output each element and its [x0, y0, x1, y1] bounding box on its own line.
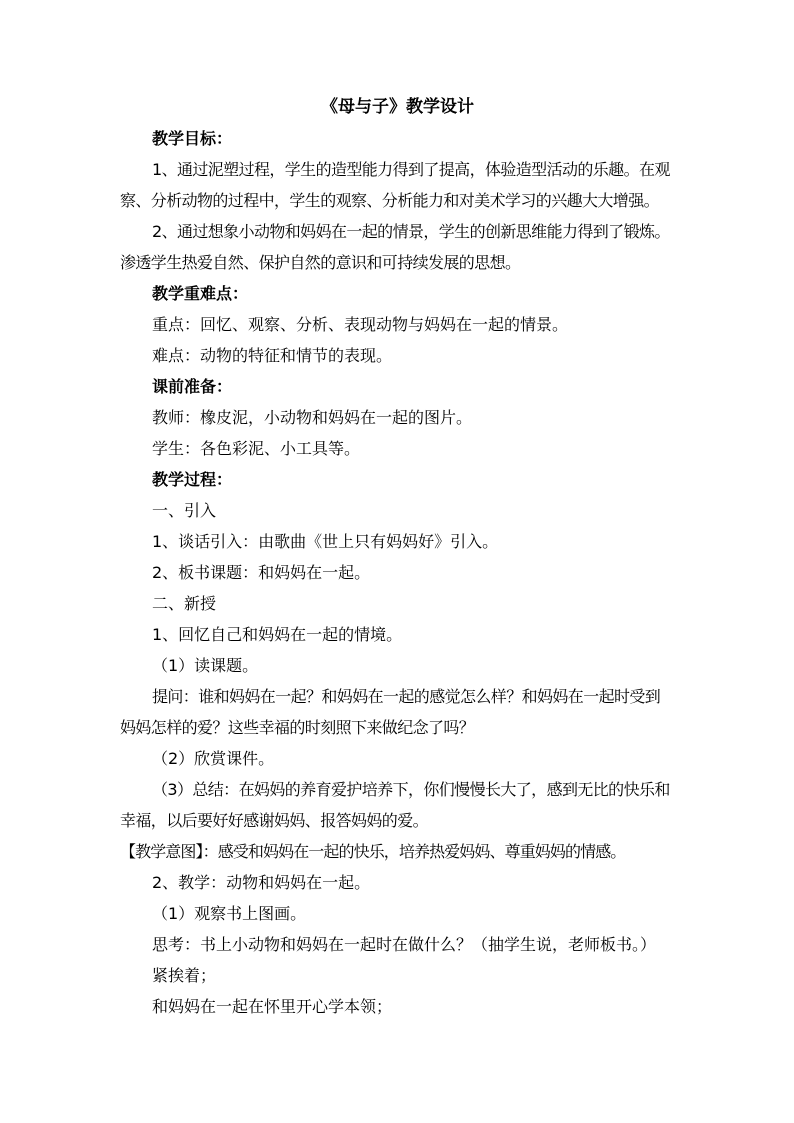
paragraph-read-title: （1）读课题。: [152, 656, 259, 675]
paragraph-teaching-intent: 【教学意图】：感受和妈妈在一起的快乐，培养热爱妈妈、尊重妈妈的情感。: [120, 842, 626, 861]
paragraph-intro-2: 2、板书课题：和妈妈在一起。: [152, 563, 371, 582]
paragraph-teacher-prep: 教师：橡皮泥，小动物和妈妈在一起的图片。: [152, 408, 473, 427]
paragraph-close-together: 紧挨着；: [152, 966, 217, 985]
section-heading-objectives: 教学目标：: [152, 129, 233, 148]
paragraph-step-intro: 一、引入: [152, 501, 217, 520]
paragraph-questions: 提问：谁和妈妈在一起？和妈妈在一起的感觉怎么样？和妈妈在一起时受到妈妈怎样的爱？这些幸福的时刻照下来做纪念了吗？: [120, 687, 661, 737]
paragraph-step-new: 二、新授: [152, 594, 217, 613]
paragraph-think: 思考：书上小动物和妈妈在一起时在做什么？（抽学生说，老师板书。）: [152, 935, 657, 954]
paragraph-intro-1: 1、谈话引入：由歌曲《世上只有妈妈好》引入。: [152, 532, 499, 551]
paragraph-new-1: 1、回忆自己和妈妈在一起的情境。: [152, 625, 403, 644]
paragraph-student-prep: 学生：各色彩泥、小工具等。: [152, 439, 361, 458]
paragraph-learn-skills: 和妈妈在一起在怀里开心学本领；: [152, 997, 393, 1016]
paragraph-key-point: 重点：回忆、观察、分析、表现动物与妈妈在一起的情景。: [152, 315, 569, 334]
section-heading-preparation: 课前准备：: [152, 377, 233, 396]
paragraph-observe: （1）观察书上图画。: [152, 904, 307, 923]
paragraph-objective-2: 2、通过想象小动物和妈妈在一起的情景，学生的创新思维能力得到了锻炼。渗透学生热爱自然、保护自然的意识和可持续发展的思想。: [120, 222, 670, 272]
document-body: [120, 92, 675, 1022]
paragraph-difficulty: 难点：动物的特征和情节的表现。: [152, 346, 393, 365]
section-heading-process: 教学过程：: [152, 470, 233, 489]
paragraph-summary: （3）总结：在妈妈的养育爱护培养下，你们慢慢长大了，感到无比的快乐和幸福，以后要好好感谢妈妈、报答妈妈的爱。: [120, 780, 670, 830]
paragraph-objective-1: 1、通过泥塑过程，学生的造型能力得到了提高，体验造型活动的乐趣。在观察、分析动物的过程中，学生的观察、分析能力和对美术学习的兴趣大大增强。: [120, 160, 670, 210]
document-title: 《母与子》教学设计: [321, 97, 474, 117]
paragraph-new-2: 2、教学：动物和妈妈在一起。: [152, 873, 371, 892]
section-heading-key-points: 教学重难点：: [152, 284, 249, 303]
paragraph-courseware: （2）欣赏课件。: [152, 749, 275, 768]
